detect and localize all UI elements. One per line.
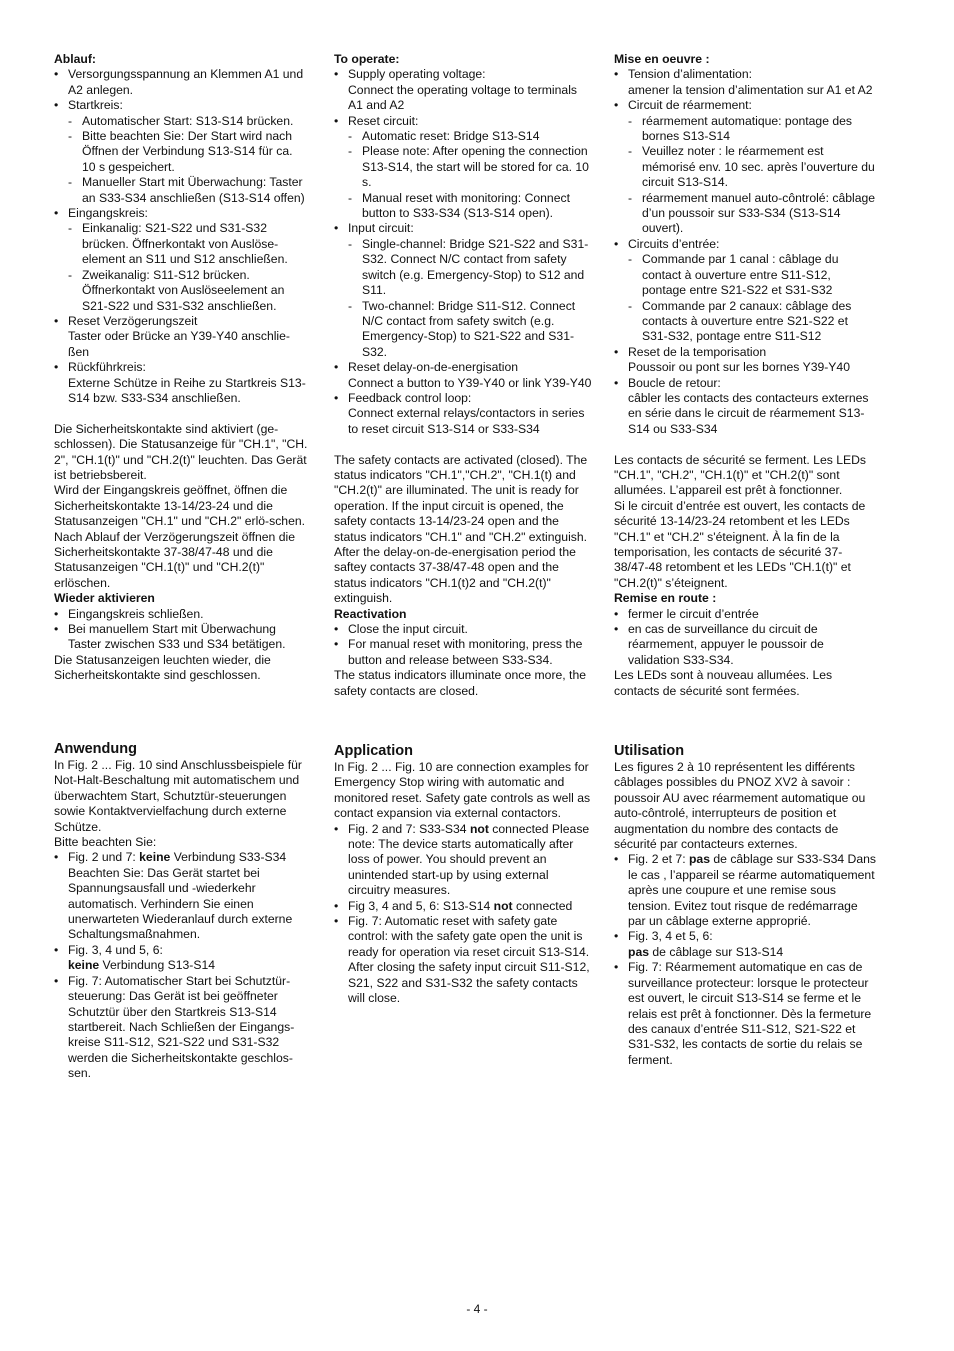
section-heading: Anwendung xyxy=(54,741,137,757)
column-german xyxy=(54,52,308,1081)
text-run: Fig. 2 and 7: S33-S34 xyxy=(348,821,470,836)
text-run: Automatic reset: Bridge S13-S14 xyxy=(362,129,540,144)
text-run: Les LEDs sont à nouveau allumées. Les contacts de sécurité sont fermées. xyxy=(614,668,833,698)
text-run: Input circuit: xyxy=(348,221,414,236)
subheading xyxy=(54,591,308,606)
text-run: Connect the operating voltage to terminals A1 and A2 xyxy=(348,82,577,113)
text-run: Reset circuit: xyxy=(348,113,419,128)
bullet-continuation xyxy=(614,391,876,437)
bullet-item xyxy=(54,974,308,1082)
bullet-continuation xyxy=(54,329,308,360)
dash-item xyxy=(54,221,308,267)
text-run: Die Statusanzeigen leuchten wieder, die Sicherheitskontakte sind geschlossen. xyxy=(54,652,271,683)
text-run: connected Please note: The device starts automatically after loss of power. You should prevent an unintended start-up by using external circuitry measures. xyxy=(348,821,590,898)
bullet-continuation xyxy=(334,83,592,114)
text-run: Externe Schütze in Reihe zu Startkreis S13-S14 bzw. S33-S34 anschließen. xyxy=(68,375,306,405)
bullet-item xyxy=(54,850,308,942)
emphasis-text: pas xyxy=(688,852,710,867)
text-run: Please note: After opening the connection S13-S14, the start will be stored for ca. 10 s. xyxy=(362,144,589,190)
text-run: Reset de la temporisation xyxy=(628,344,767,359)
text-run: réarmement automatique: pontage des bornes S13-S14 xyxy=(642,113,853,144)
bullet-item xyxy=(334,221,592,236)
text-run: Reactivation xyxy=(334,606,407,621)
text-run: Einkanalig: S21-S22 und S31-S32 brücken. Öffnerkontakt von Auslöse-element an S11 und S12 anschließen. xyxy=(82,221,288,267)
bullet-continuation xyxy=(614,83,876,98)
text-run: Manueller Start mit Überwachung: Taster an S33-S34 anschließen (S13-S14 offen) xyxy=(82,175,305,205)
dash-item xyxy=(334,129,592,144)
text-run: Rückführkreis: xyxy=(68,360,146,375)
text-run: The safety contacts are activated (closed). The status indicators "CH.1","CH.2", "CH.1(t) and "CH.2(t)" are illuminated. The unit is ready for operation. If the input circuit is opened, the safety contacts 13-14/23-24 open and the status indicators "CH.1" and "CH.2" extinguish. After the delay-on-de-energisation period the saftey contacts 37-38/47-48 open and the status indicators "CH.1(t)2 and "CH.2(t)" extinguish. xyxy=(334,452,588,606)
text-run: Wieder aktivieren xyxy=(54,591,155,606)
text-run: Tension d’alimentation: xyxy=(628,67,752,82)
text-run: Commande par 1 canal : câblage du contact à ouverture entre S11-S12, pontage entre S21-S22 et S31-S32 xyxy=(642,252,839,298)
text-run: Fig. 2 und 7: xyxy=(68,850,140,865)
bullet-item xyxy=(334,360,592,375)
text-run: Mise en oeuvre : xyxy=(614,52,710,66)
text-run: Circuit de réarmement: xyxy=(628,98,752,113)
dash-item xyxy=(54,268,308,314)
text-run: Verbindung S13-S14 xyxy=(99,958,216,973)
text-run: In Fig. 2 ... Fig. 10 are connection examples for Emergency Stop wiring with automatic and monitored reset. Safety gate controls as well as contact expansion via external contactors. xyxy=(334,760,591,821)
application-section-de xyxy=(54,740,308,1082)
paragraph xyxy=(334,760,592,822)
paragraph xyxy=(54,758,308,835)
bullet-item xyxy=(334,67,592,82)
application-section-fr xyxy=(614,742,876,1068)
page-number: - 4 - xyxy=(466,1302,488,1316)
text-run: Versorgungsspannung an Klemmen A1 und A2 anlegen. xyxy=(68,67,304,97)
paragraph xyxy=(614,453,876,499)
dash-item xyxy=(54,114,308,129)
text-run: Fig. 7: Réarmement automatique en cas de surveillance protecteur: lorsque le protecteur est ouvert, le circuit S13-S14 se ferme et le relais est prêt à fonctionner. Dès la fermeture des canaux d’entrée S11-S12, S21-S22 et S31-S32, les contacts de sortie du relais se ferment. xyxy=(628,960,872,1067)
bullet-item xyxy=(614,622,876,668)
bullet-item xyxy=(54,622,308,653)
text-run: Boucle de retour: xyxy=(628,375,721,390)
bullet-continuation xyxy=(334,376,592,391)
text-run: Connect a button to Y39-Y40 or link Y39-Y40 xyxy=(348,375,592,390)
text-run: Automatischer Start: S13-S14 brücken. xyxy=(82,113,294,128)
text-run: de câblage sur S33-S34 Dans le cas , l’appareil se réarme automatiquement après une coupure et une remise sous tension. Evitez tout risque de redémarrage par un câblage externe approprié. xyxy=(628,852,876,929)
text-run: Fig. 3, 4 und 5, 6: xyxy=(68,942,163,957)
text-run: For manual reset with monitoring, press the button and release between S33-S34. xyxy=(348,637,583,667)
spacer xyxy=(54,406,308,421)
bullet-continuation xyxy=(334,406,592,437)
bullet-item xyxy=(614,607,876,622)
bullet-item xyxy=(334,114,592,129)
text-run: The status indicators illuminate once more, the safety contacts are closed. xyxy=(334,668,586,698)
bullet-item xyxy=(614,960,876,1068)
paragraph xyxy=(54,483,308,591)
text-run: Poussoir ou pont sur les bornes Y39-Y40 xyxy=(628,360,850,375)
text-run: To operate: xyxy=(334,52,400,66)
text-run: Veuillez noter : le réarmement est mémorisé env. 10 sec. après l’ouverture du circuit S13-S14. xyxy=(642,144,875,190)
text-run: Bei manuellem Start mit Überwachung Taster zwischen S33 und S34 betätigen. xyxy=(68,622,286,652)
text-run: Reset delay-on-de-energisation xyxy=(348,360,519,375)
bullet-item xyxy=(334,822,592,899)
text-run: amener la tension d’alimentation sur A1 et A2 xyxy=(628,82,873,97)
bullet-item xyxy=(54,943,308,958)
text-run: réarmement manuel auto-côntrolé: câblage d’un poussoir sur S33-S34 (S13-S14 ouvert). xyxy=(642,190,876,236)
bullet-item xyxy=(334,899,592,914)
bullet-item xyxy=(54,206,308,221)
subheading xyxy=(614,591,876,606)
paragraph xyxy=(614,499,876,591)
bullet-item xyxy=(54,607,308,622)
text-run: Les figures 2 à 10 représentent les différents câblages possibles du PNOZ XV2 à savoir : poussoir AU avec réarmement automatique ou auto-côntrolé, interrupteurs de position et augmentation du nombre des contacts de sécurité par contacteurs externes. xyxy=(614,760,866,852)
text-run: de câblage sur S13-S14 xyxy=(649,944,784,959)
bullet-continuation xyxy=(614,360,876,375)
text-run: Eingangskreis schließen. xyxy=(68,606,204,621)
dash-item xyxy=(614,191,876,237)
operation-section-en xyxy=(334,52,592,699)
text-run: fermer le circuit d’entrée xyxy=(628,606,759,621)
bullet-continuation xyxy=(614,945,876,960)
text-run: Feedback control loop: xyxy=(348,390,472,405)
dash-item xyxy=(614,252,876,298)
text-run: Ablauf: xyxy=(54,52,96,66)
text-run: Fig. 7: Automatischer Start bei Schutztür-steuerung: Das Gerät ist bei geöffneter Schutztür über den Startkreis S13-S14 startbereit. Nach Schließen der Eingangs-kreise S11-S12, S21-S22 und S31-S32 werden die Sicherheitskontakte geschlos-sen. xyxy=(68,973,295,1081)
bullet-item xyxy=(614,852,876,929)
bullet-item xyxy=(334,637,592,668)
text-run: Bitte beachten Sie: xyxy=(54,835,157,850)
bullet-item xyxy=(334,914,592,1006)
bullet-item xyxy=(334,622,592,637)
subheading xyxy=(614,52,876,67)
dash-item xyxy=(614,114,876,145)
text-run: Eingangskreis: xyxy=(68,206,148,221)
bullet-continuation xyxy=(54,376,308,407)
text-run: Two-channel: Bridge S11-S12. Connect N/C contact from safety switch (e.g. Emergency-Stop) to S21-S22 and S31-S32. xyxy=(362,298,576,359)
dash-item xyxy=(614,144,876,190)
text-run: Connect external relays/contactors in series to reset circuit S13-S14 or S33-S34 xyxy=(348,406,585,436)
text-run: Startkreis: xyxy=(68,98,123,113)
paragraph xyxy=(334,453,592,607)
text-run: In Fig. 2 ... Fig. 10 sind Anschlussbeispiele für Not-Halt-Beschaltung mit automatischem und überwachtem Start, Schutztür-steuerungen sowie Kontaktvervielfachung durch externe Schütze. xyxy=(54,758,302,834)
text-run: Die Sicherheitskontakte sind aktiviert (ge-schlossen). Die Statusanzeige für "CH.1", "CH. 2", "CH.1(t)" und "CH.2(t)" leuchten. Das Gerät ist betriebsbereit. xyxy=(54,421,308,482)
bullet-item xyxy=(614,67,876,82)
dash-item xyxy=(54,129,308,175)
text-run: Zweikanalig: S11-S12 brücken. Öffnerkontakt von Auslöseelement an S21-S22 und S31-S32 anschließen. xyxy=(82,267,285,313)
dash-item xyxy=(334,144,592,190)
paragraph xyxy=(54,653,308,684)
spacer xyxy=(334,437,592,452)
subheading xyxy=(334,52,592,67)
dash-item xyxy=(614,299,876,345)
text-run: Fig. 3, 4 et 5, 6: xyxy=(628,929,713,944)
paragraph xyxy=(614,668,876,699)
bullet-item xyxy=(54,67,308,98)
emphasis-text: keine xyxy=(139,850,171,865)
bullet-continuation xyxy=(54,958,308,973)
bullet-item xyxy=(614,237,876,252)
bullet-item xyxy=(614,345,876,360)
text-run: en cas de surveillance du circuit de réarmement, appuyer le poussoir de validation S33-S34. xyxy=(628,622,824,667)
section-heading: Utilisation xyxy=(614,743,685,759)
section-heading: Application xyxy=(334,743,413,759)
text-run: Bitte beachten Sie: Der Start wird nach Öffnen der Verbindung S13-S14 für ca. 10 s gespeichert. xyxy=(82,129,293,174)
paragraph xyxy=(614,760,876,852)
column-french xyxy=(614,52,876,1067)
text-run: Fig. 7: Automatic reset with safety gate control: with the safety gate open the unit is ready for operation via reset circuit S13-S14. After closing the safety input circuit S11-S12, S21, S22 and S31-S32 the safety contacts will close. xyxy=(348,914,590,1006)
text-run: Verbindung S33-S34 Beachten Sie: Das Gerät startet bei Spannungsausfall und -wiederkehr automatisch. Verhindern Sie einen unerwarteten Wiederanlauf durch externe Schaltungsmaßnahmen. xyxy=(68,850,293,942)
emphasis-text: keine xyxy=(68,958,100,973)
bullet-item xyxy=(614,929,876,944)
column-english xyxy=(334,52,592,1006)
spacer xyxy=(614,437,876,452)
text-run: Fig 3, 4 and 5, 6: S13-S14 xyxy=(348,898,494,913)
emphasis-text: pas xyxy=(628,944,650,959)
dash-item xyxy=(334,191,592,222)
bullet-item xyxy=(54,314,308,329)
text-run: Si le circuit d’entrée est ouvert, les contacts de sécurité 13-14/23-24 retombent et les LEDs "CH.1" et "CH.2" s'éteignent. À la fin de la temporisation, les contacts de sécurité 37-38/47-48 retombent et les LEDs "CH.1(t)" et "CH.2(t)" s’éteignent. xyxy=(614,498,866,590)
application-section-en xyxy=(334,742,592,1007)
operation-section-fr xyxy=(614,52,876,699)
dash-item xyxy=(334,299,592,361)
bullet-item xyxy=(54,360,308,375)
subheading xyxy=(334,607,592,622)
text-run: Reset Verzögerungszeit xyxy=(68,313,198,328)
dash-item xyxy=(334,237,592,299)
text-run: Fig. 2 et 7: xyxy=(628,852,689,867)
text-run: Les contacts de sécurité se ferment. Les LEDs "CH.1", "CH.2", "CH.1(t)" et "CH.2(t)" sont allumées. L’appareil est prêt à fonctionner. xyxy=(614,452,866,498)
paragraph xyxy=(54,422,308,484)
text-run: connected xyxy=(512,898,573,913)
paragraph xyxy=(54,835,308,850)
emphasis-text: not xyxy=(469,821,489,836)
text-run: Close the input circuit. xyxy=(348,622,468,637)
text-run: Wird der Eingangskreis geöffnet, öffnen die Sicherheitskontakte 13-14/23-24 und die Statusanzeigen "CH.1" und "CH.2" erlö-schen. Nach Ablauf der Verzögerungszeit öffnen die Sicherheitskontakte 37-38/47-48 und die Statusanzeigen "CH.1(t)" und "CH.2(t)" erlöschen. xyxy=(54,483,306,590)
text-run: câbler les contacts des contacteurs externes en série dans le circuit de réarmement S13-S14 ou S33-S34 xyxy=(628,390,869,436)
bullet-item xyxy=(54,98,308,113)
dash-item xyxy=(54,175,308,206)
subheading xyxy=(54,52,308,67)
text-run: Single-channel: Bridge S21-S22 and S31-S32. Connect N/C contact from safety switch (e.g. Emergency-Stop) to S12 and S11. xyxy=(362,236,589,298)
text-run: Supply operating voltage: xyxy=(348,67,486,82)
text-run: Remise en route : xyxy=(614,591,717,606)
bullet-item xyxy=(614,98,876,113)
bullet-item xyxy=(334,391,592,406)
paragraph xyxy=(334,668,592,699)
text-run: Manual reset with monitoring: Connect button to S33-S34 (S13-S14 open). xyxy=(362,190,570,221)
bullet-item xyxy=(614,376,876,391)
operation-section-de xyxy=(54,52,308,684)
text-run: Taster oder Brücke an Y39-Y40 anschlie-ßen xyxy=(68,329,290,359)
emphasis-text: not xyxy=(493,898,513,913)
text-run: Circuits d’entrée: xyxy=(628,236,720,251)
text-run: Commande par 2 canaux: câblage des contacts à ouverture entre S21-S22 et S31-S32, pontage entre S11-S12 xyxy=(642,298,852,344)
